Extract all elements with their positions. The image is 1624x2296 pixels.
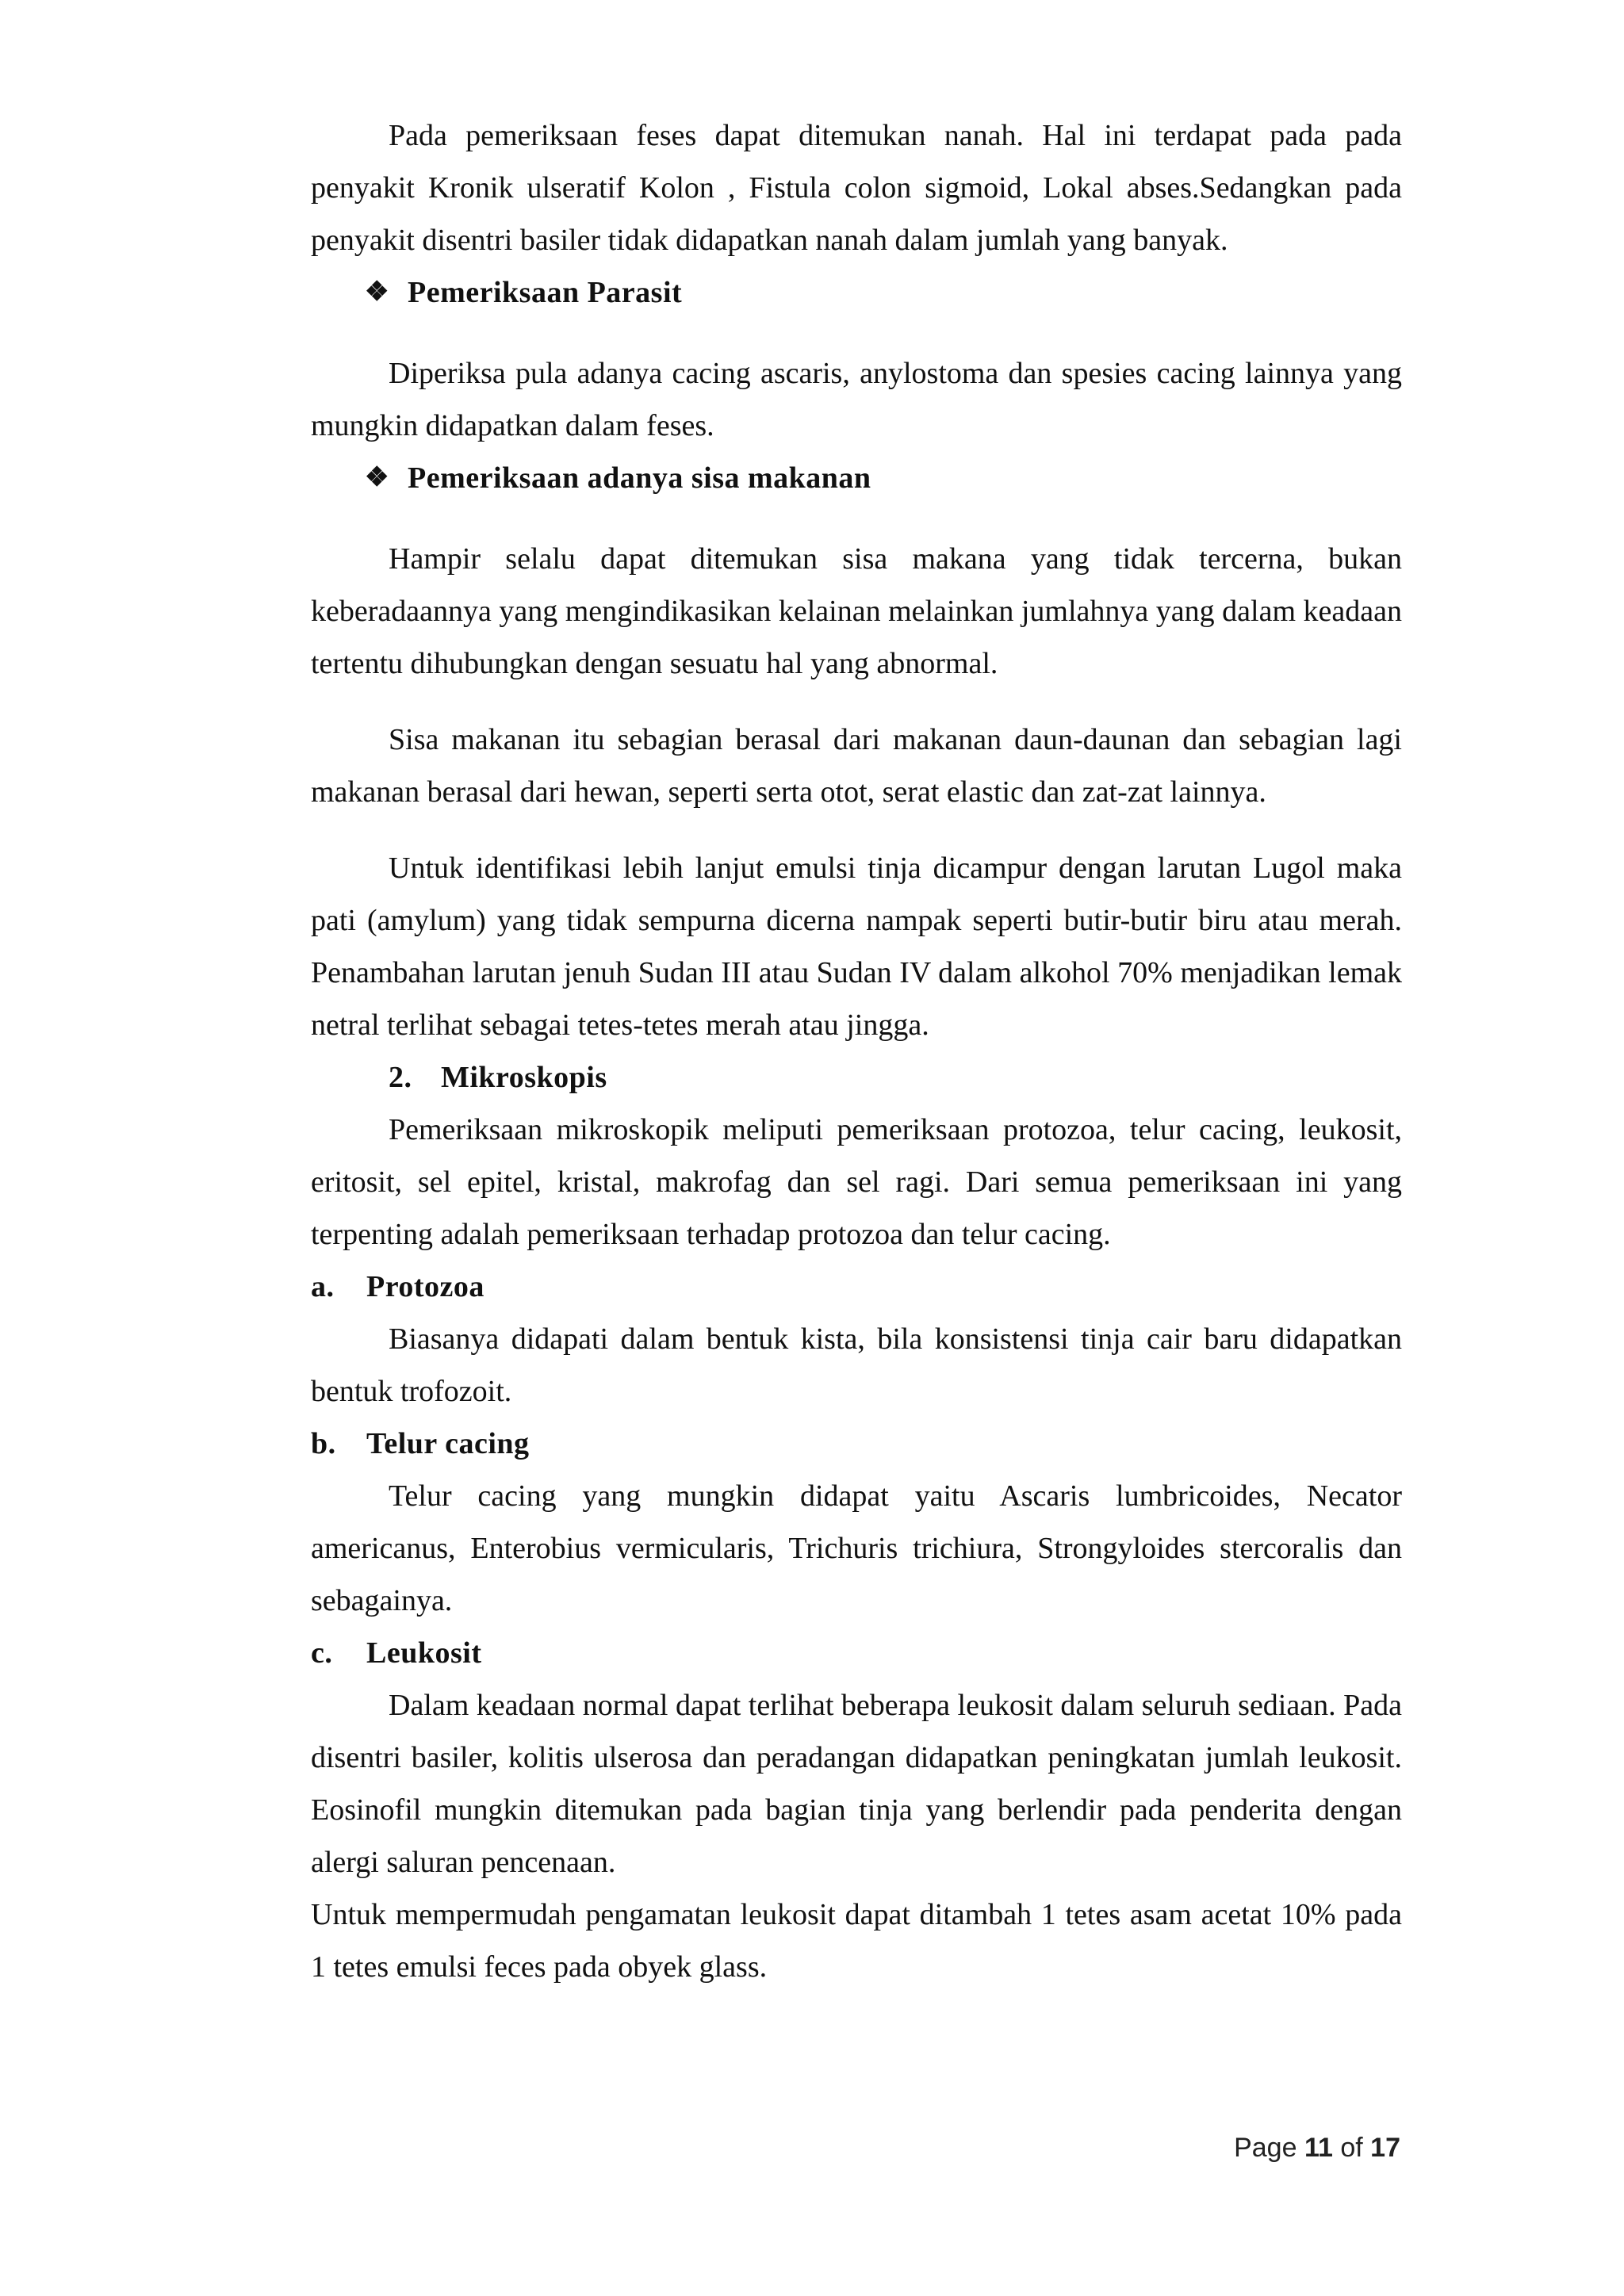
paragraph-protozoa: Biasanya didapati dalam bentuk kista, bila konsistensi tinja cair baru didapatkan bentuk trofozoit. [311,1322,1402,1408]
paragraph-lugol: Untuk identifikasi lebih lanjut emulsi tinja dicampur dengan larutan Lugol maka pati (amylum) yang tidak sempurna dicerna nampak seperti butir-butir biru atau merah. Penambahan larutan jenuh Sudan III atau Sudan IV dalam alkohol 70% menjadikan lemak netral terlihat sebagai tetes-tetes merah atau jingga. [311,851,1402,1042]
heading-telur-cacing [311,1418,1402,1470]
heading-text: Pemeriksaan Parasit [408,276,683,309]
diamond-bullet-icon: ❖ [365,277,389,307]
diamond-bullet-icon: ❖ [365,463,389,492]
paragraph-leukosit: Dalam keadaan normal dapat terlihat beberapa leukosit dalam seluruh sediaan. Pada disentri basiler, kolitis ulserosa dan peradangan didapatkan peningkatan jumlah leukosit. Eosinofil mungkin ditemukan pada bagian tinja yang berlendir pada penderita dengan alergi saluran pencenaan. [311,1689,1402,1879]
paragraph-asam-acetat: Untuk mempermudah pengamatan leukosit dapat ditambah 1 tetes asam acetat 10% pada 1 tetes emulsi feces pada obyek glass. [311,1898,1402,1984]
page-of-label: of [1340,2133,1363,2163]
paragraph-parasit: Diperiksa pula adanya cacing ascaris, anylostoma dan spesies cacing lainnya yang mungkin didapatkan dalam feses. [311,357,1402,442]
heading-letter: a. [311,1270,335,1303]
paragraph-sisa-makanan-1: Hampir selalu dapat ditemukan sisa makana yang tidak tercerna, bukan keberadaannya yang mengindikasikan kelainan melainkan jumlahnya yang dalam keadaan tertentu dihubungkan dengan sesuatu hal yang abnormal. [311,542,1402,680]
page-number-footer [1234,2133,1400,2164]
heading-text: Protozoa [366,1270,485,1303]
heading-mikroskopis [311,1051,1402,1104]
page-label: Page [1234,2133,1297,2163]
paragraph-telur-cacing: Telur cacing yang mungkin didapat yaitu Ascaris lumbricoides, Necator americanus, Enterobius vermicularis, Trichuris trichiura, Strongyloides stercoralis dan sebagainya. [311,1479,1402,1617]
heading-leukosit [311,1627,1402,1679]
heading-text: Telur cacing [366,1427,530,1460]
heading-letter: c. [311,1636,333,1670]
paragraph-sisa-makanan-2: Sisa makanan itu sebagian berasal dari makanan daun-daunan dan sebagian lagi makanan berasal dari hewan, seperti serta otot, serat elastic dan zat-zat lainnya. [311,723,1402,809]
total-page-count: 17 [1370,2133,1400,2163]
heading-protozoa [311,1261,1402,1313]
document-page [311,109,1402,1993]
current-page-number: 11 [1304,2133,1333,2163]
heading-letter: b. [311,1427,336,1460]
heading-pemeriksaan-parasit [311,266,1402,319]
heading-text: Pemeriksaan adanya sisa makanan [408,461,871,495]
heading-sisa-makanan [311,452,1402,504]
heading-text: Leukosit [366,1636,482,1670]
paragraph-nanah: Pada pemeriksaan feses dapat ditemukan nanah. Hal ini terdapat pada pada penyakit Kronik ulseratif Kolon , Fistula colon sigmoid, Lokal abses.Sedangkan pada penyakit disentri basiler tidak didapatkan nanah dalam jumlah yang banyak. [311,119,1402,257]
heading-text: Mikroskopis [441,1061,607,1094]
heading-number: 2. [389,1061,412,1094]
paragraph-mikroskopis: Pemeriksaan mikroskopik meliputi pemeriksaan protozoa, telur cacing, leukosit, eritosit, sel epitel, kristal, makrofag dan sel ragi. Dari semua pemeriksaan ini yang terpenting adalah pemeriksaan terhadap protozoa dan telur cacing. [311,1113,1402,1251]
